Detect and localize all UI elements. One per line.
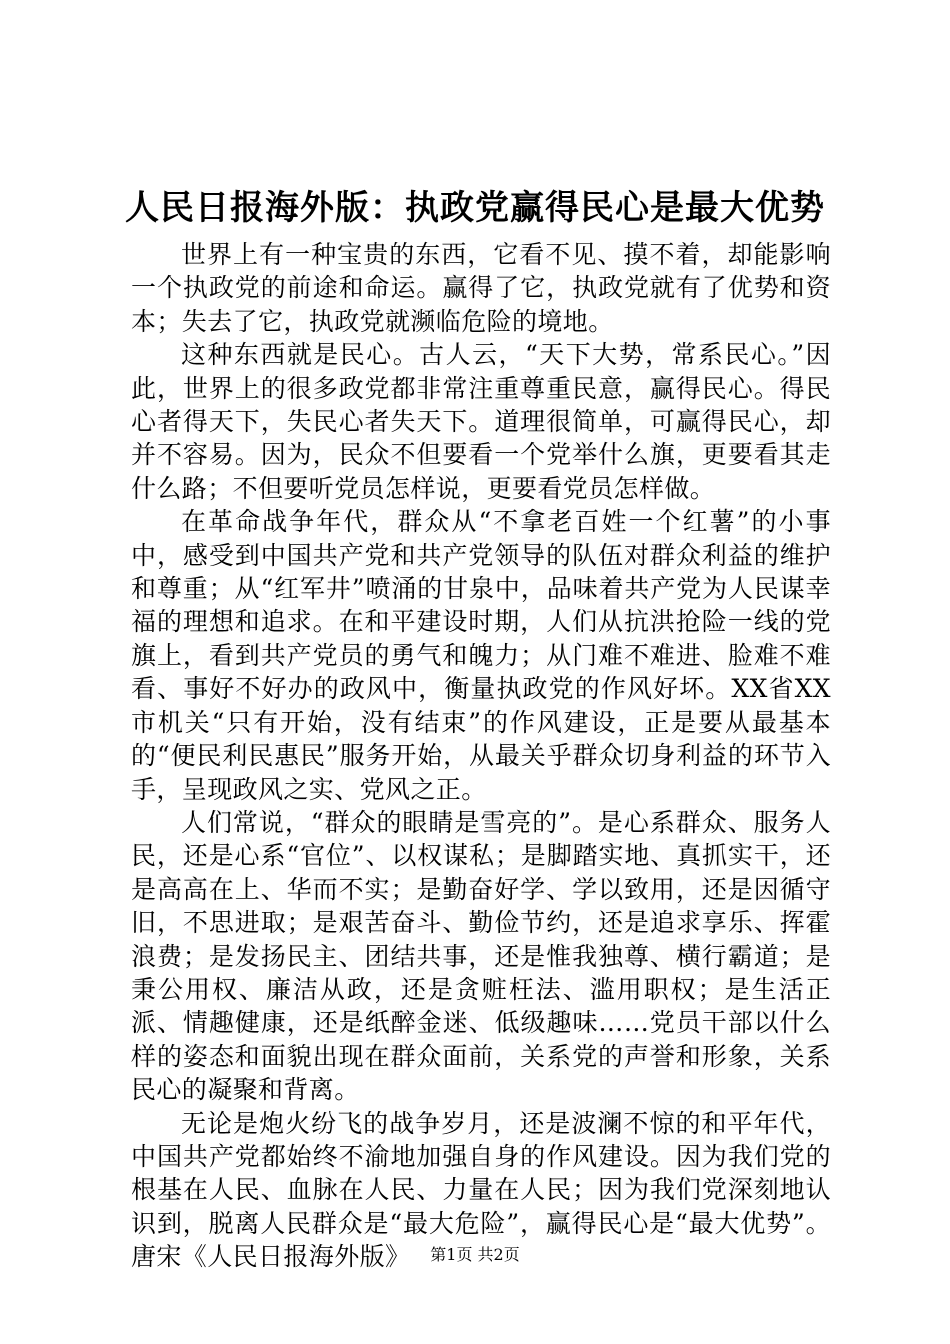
paragraph-5: 无论是炮火纷飞的战争岁月，还是波澜不惊的和平年代，中国共产党都始终不渝地加强自身的作风建设。因为我们党的根基在人民、血脉在人民、力量在人民；因为我们党深刻地认识到，脱离人民群众是“最大危险”，赢得民心是“最大优势”。唐宋《人民日报海外版》 <box>131 1108 831 1272</box>
document-title: 人民日报海外版：执政党赢得民心是最大优势 <box>125 188 825 228</box>
paragraph-3: 在革命战争年代，群众从“不拿老百姓一个红薯”的小事中，感受到中国共产党和共产党领导的队伍对群众利益的维护和尊重；从“红军井”喷涌的甘泉中，品味着共产党为人民谋幸福的理想和追求。在和平建设时期，人们从抗洪抢险一线的党旗上，看到共产党员的勇气和魄力；从门难不难进、脸难不难看、事好不好办的政风中，衡量执政党的作风好坏。XX省XX市机关“只有开始，没有结束”的作风建设，正是要从最基本的“便民利民惠民”服务开始，从最关乎群众切身利益的环节入手，呈现政风之实、党风之正。 <box>131 507 831 804</box>
document-body <box>131 238 831 1274</box>
paragraph-2: 这种东西就是民心。古人云，“天下大势，常系民心。”因此，世界上的很多政党都非常注重尊重民意，赢得民心。得民心者得天下，失民心者失天下。道理很简单，可赢得民心，却并不容易。因为，民众不但要看一个党举什么旗，更要看其走什么路；不但要听党员怎样说，更要看党员怎样做。 <box>131 340 831 503</box>
paragraph-1: 世界上有一种宝贵的东西，它看不见、摸不着，却能影响一个执政党的前途和命运。赢得了它，执政党就有了优势和资本；失去了它，执政党就濒临危险的境地。 <box>131 240 831 336</box>
paragraph-4: 人们常说，“群众的眼睛是雪亮的”。是心系群众、服务人民，还是心系“官位”、以权谋私；是脚踏实地、真抓实干，还是高高在上、华而不实；是勤奋好学、学以致用，还是因循守旧，不思进取；是艰苦奋斗、勤俭节约，还是追求享乐、挥霍浪费；是发扬民主、团结共事，还是惟我独尊、横行霸道；是秉公用权、廉洁从政，还是贪赃枉法、滥用职权；是生活正派、情趣健康，还是纸醉金迷、低级趣味……党员干部以什么样的姿态和面貌出现在群众面前，关系党的声誉和形象，关系民心的凝聚和背离。 <box>131 807 831 1105</box>
page-footer <box>0 1244 950 1266</box>
page-indicator: 第1页 共2页 <box>430 1245 520 1264</box>
